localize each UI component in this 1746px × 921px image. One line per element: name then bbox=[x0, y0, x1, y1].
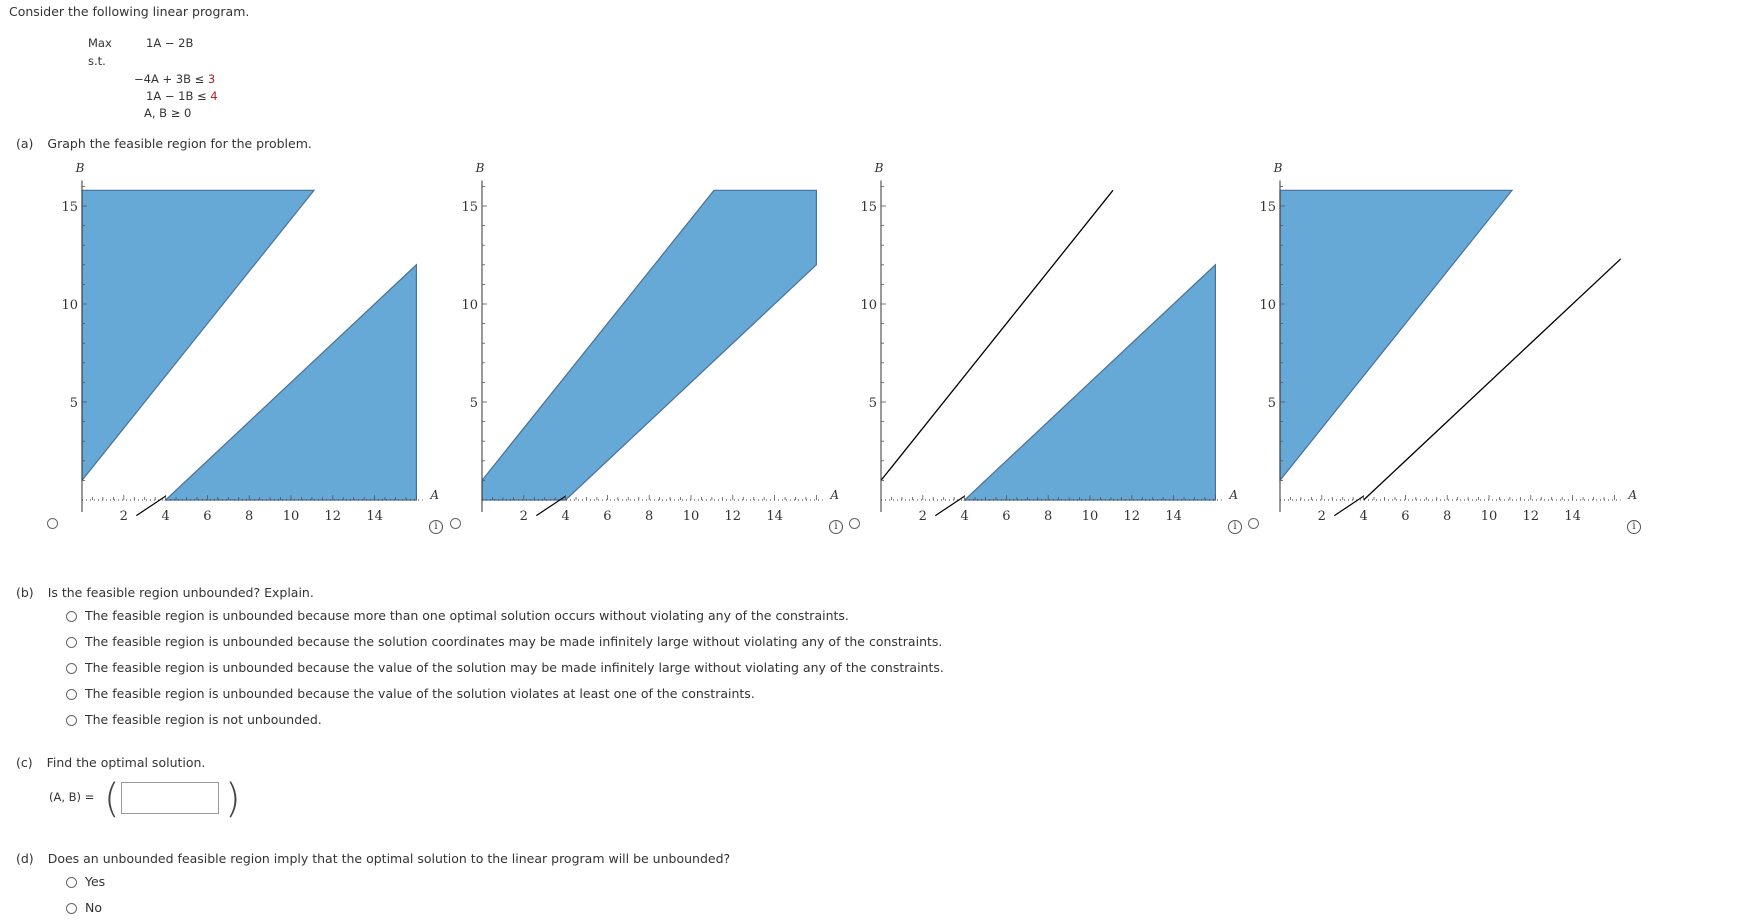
part-b-heading bbox=[16, 585, 314, 600]
part-a-label: (a) bbox=[16, 136, 34, 151]
graph-option-2-radio[interactable] bbox=[450, 518, 461, 529]
graph-option-3 bbox=[860, 161, 1238, 524]
part-b-option-1-radio[interactable] bbox=[66, 611, 77, 622]
graph-3-x-tick-label: 4 bbox=[960, 509, 969, 524]
part-a-heading bbox=[16, 136, 312, 151]
graph-2-x-tick-label: 10 bbox=[682, 509, 700, 524]
part-b-option-3-text[interactable]: The feasible region is unbounded because the value of the solution may be made infinitely large without violating any of the constraints. bbox=[85, 660, 944, 675]
graph-option-1-info-icon[interactable]: i bbox=[429, 520, 443, 534]
graph-1-x-tick-label: 10 bbox=[282, 509, 300, 524]
part-d-label: (d) bbox=[16, 851, 34, 866]
graph-3-y-tick-label: 5 bbox=[868, 396, 877, 411]
graph-1-x-axis-name: A bbox=[430, 488, 440, 502]
graph-option-4 bbox=[1259, 161, 1637, 524]
objective-word: Max bbox=[88, 36, 112, 50]
graph-option-4-radio[interactable] bbox=[1248, 518, 1259, 529]
graph-4-y-tick-label: 15 bbox=[1259, 200, 1276, 215]
graph-2-y-tick-label: 5 bbox=[469, 396, 478, 411]
graph-3-y-tick-label: 10 bbox=[860, 298, 877, 313]
graph-2-y-axis-name: B bbox=[475, 161, 485, 175]
part-c-label: (c) bbox=[16, 755, 33, 770]
part-b-option-2-text[interactable]: The feasible region is unbounded because the solution coordinates may be made infinitely large without violating any of the constraints. bbox=[85, 634, 943, 649]
graph-3-x-tick-label: 12 bbox=[1123, 509, 1141, 524]
graph-4-x-tick-label: 6 bbox=[1401, 509, 1410, 524]
close-paren: ) bbox=[225, 776, 241, 822]
part-d-no-text[interactable]: No bbox=[85, 900, 102, 915]
part-d-heading bbox=[16, 851, 730, 866]
graph-2-x-axis-name: A bbox=[830, 488, 840, 502]
constraint-2-lhs: 1A − 1B ≤ bbox=[146, 89, 207, 103]
graph-2-x-tick-label: 4 bbox=[561, 509, 570, 524]
graph-3-y-tick-label: 15 bbox=[860, 200, 877, 215]
graph-4-x-tick-label: 2 bbox=[1317, 509, 1326, 524]
constraint-2 bbox=[146, 89, 218, 103]
graph-options-area bbox=[0, 160, 1746, 540]
objective-expression: 1A − 2B bbox=[146, 36, 194, 50]
part-d-no-radio[interactable] bbox=[66, 903, 77, 914]
graph-1-x-tick-label: 12 bbox=[324, 509, 342, 524]
part-b-option-4-text[interactable]: The feasible region is unbounded because the value of the solution violates at least one of the constraints. bbox=[85, 686, 755, 701]
part-d-question: Does an unbounded feasible region imply that the optimal solution to the linear program will be unbounded? bbox=[47, 851, 731, 866]
graph-1-y-tick-label: 5 bbox=[69, 396, 78, 411]
part-b-option-3-radio[interactable] bbox=[66, 663, 77, 674]
graph-4-y-tick-label: 5 bbox=[1267, 396, 1276, 411]
graph-1-x-tick-label: 4 bbox=[161, 509, 170, 524]
graph-3-x-tick-label: 2 bbox=[918, 509, 927, 524]
graph-2-x-tick-label: 6 bbox=[603, 509, 612, 524]
part-b-option-2-radio[interactable] bbox=[66, 637, 77, 648]
graph-1-y-tick-label: 10 bbox=[61, 298, 78, 313]
graph-1-x-tick-label: 2 bbox=[119, 509, 128, 524]
graph-3-x-tick-label: 10 bbox=[1081, 509, 1099, 524]
graph-option-1-radio[interactable] bbox=[47, 518, 58, 529]
graph-options-svg bbox=[0, 160, 1746, 540]
constraint-1-rhs: 3 bbox=[207, 72, 216, 86]
graph-2-region-between bbox=[482, 190, 816, 500]
part-a-text: Graph the feasible region for the problem. bbox=[47, 136, 312, 151]
graph-2-y-tick-label: 15 bbox=[461, 200, 478, 215]
graph-2-x-tick-label: 14 bbox=[766, 509, 783, 524]
graph-option-1 bbox=[61, 161, 439, 524]
part-b-option-1-text[interactable]: The feasible region is unbounded because more than one optimal solution occurs without violating any of the constraints. bbox=[85, 608, 849, 623]
part-b-label: (b) bbox=[16, 585, 34, 600]
part-b-question: Is the feasible region unbounded? Explain. bbox=[47, 585, 314, 600]
part-b-option-4-radio[interactable] bbox=[66, 689, 77, 700]
constraint-3: A, B ≥ 0 bbox=[144, 106, 192, 120]
graph-2-x-tick-label: 12 bbox=[724, 509, 742, 524]
graph-1-y-axis-name: B bbox=[75, 161, 85, 175]
graph-4-x-tick-label: 8 bbox=[1443, 509, 1452, 524]
graph-4-x-tick-label: 14 bbox=[1564, 509, 1581, 524]
graph-option-4-info-icon[interactable]: i bbox=[1627, 520, 1641, 534]
graph-3-x-axis-name: A bbox=[1229, 488, 1239, 502]
subject-to-word: s.t. bbox=[88, 54, 106, 68]
graph-option-2-info-icon[interactable]: i bbox=[829, 520, 843, 534]
graph-4-y-axis-name: B bbox=[1273, 161, 1283, 175]
part-c-question: Find the optimal solution. bbox=[46, 755, 206, 770]
graph-4-y-tick-label: 10 bbox=[1259, 298, 1276, 313]
graph-4-x-axis-name: A bbox=[1628, 488, 1638, 502]
graph-2-x-tick-label: 2 bbox=[519, 509, 528, 524]
intro-text: Consider the following linear program. bbox=[9, 4, 250, 19]
graph-4-region-upper bbox=[1280, 190, 1512, 480]
part-b-option-5-radio[interactable] bbox=[66, 715, 77, 726]
graph-2-x-tick-label: 8 bbox=[645, 509, 654, 524]
open-paren: ( bbox=[104, 776, 120, 822]
graph-1-x-tick-label: 14 bbox=[366, 509, 383, 524]
constraint-1 bbox=[134, 72, 215, 86]
graph-3-x-tick-label: 14 bbox=[1165, 509, 1182, 524]
graph-3-x-tick-label: 8 bbox=[1044, 509, 1053, 524]
part-d-yes-radio[interactable] bbox=[66, 877, 77, 888]
part-b-option-5-text[interactable]: The feasible region is not unbounded. bbox=[85, 712, 322, 727]
graph-3-region-lower bbox=[965, 265, 1216, 500]
graph-4-x-tick-label: 12 bbox=[1522, 509, 1540, 524]
graph-3-y-axis-name: B bbox=[874, 161, 884, 175]
constraint-1-lhs: −4A + 3B ≤ bbox=[134, 72, 205, 86]
part-c-answer-label: (A, B) = bbox=[49, 790, 95, 804]
graph-1-x-tick-label: 8 bbox=[245, 509, 254, 524]
part-c-heading bbox=[16, 755, 205, 770]
graph-option-2 bbox=[461, 161, 839, 524]
optimal-solution-input[interactable] bbox=[121, 782, 219, 814]
graph-option-3-radio[interactable] bbox=[849, 518, 860, 529]
graph-option-3-info-icon[interactable]: i bbox=[1228, 520, 1242, 534]
constraint-2-rhs: 4 bbox=[210, 89, 218, 103]
part-d-yes-text[interactable]: Yes bbox=[85, 874, 106, 889]
graph-3-x-tick-label: 6 bbox=[1002, 509, 1011, 524]
graph-1-x-tick-label: 6 bbox=[203, 509, 212, 524]
graph-2-y-tick-label: 10 bbox=[461, 298, 478, 313]
graph-4-x-tick-label: 10 bbox=[1480, 509, 1498, 524]
graph-1-y-tick-label: 15 bbox=[61, 200, 78, 215]
graph-4-x-tick-label: 4 bbox=[1359, 509, 1368, 524]
